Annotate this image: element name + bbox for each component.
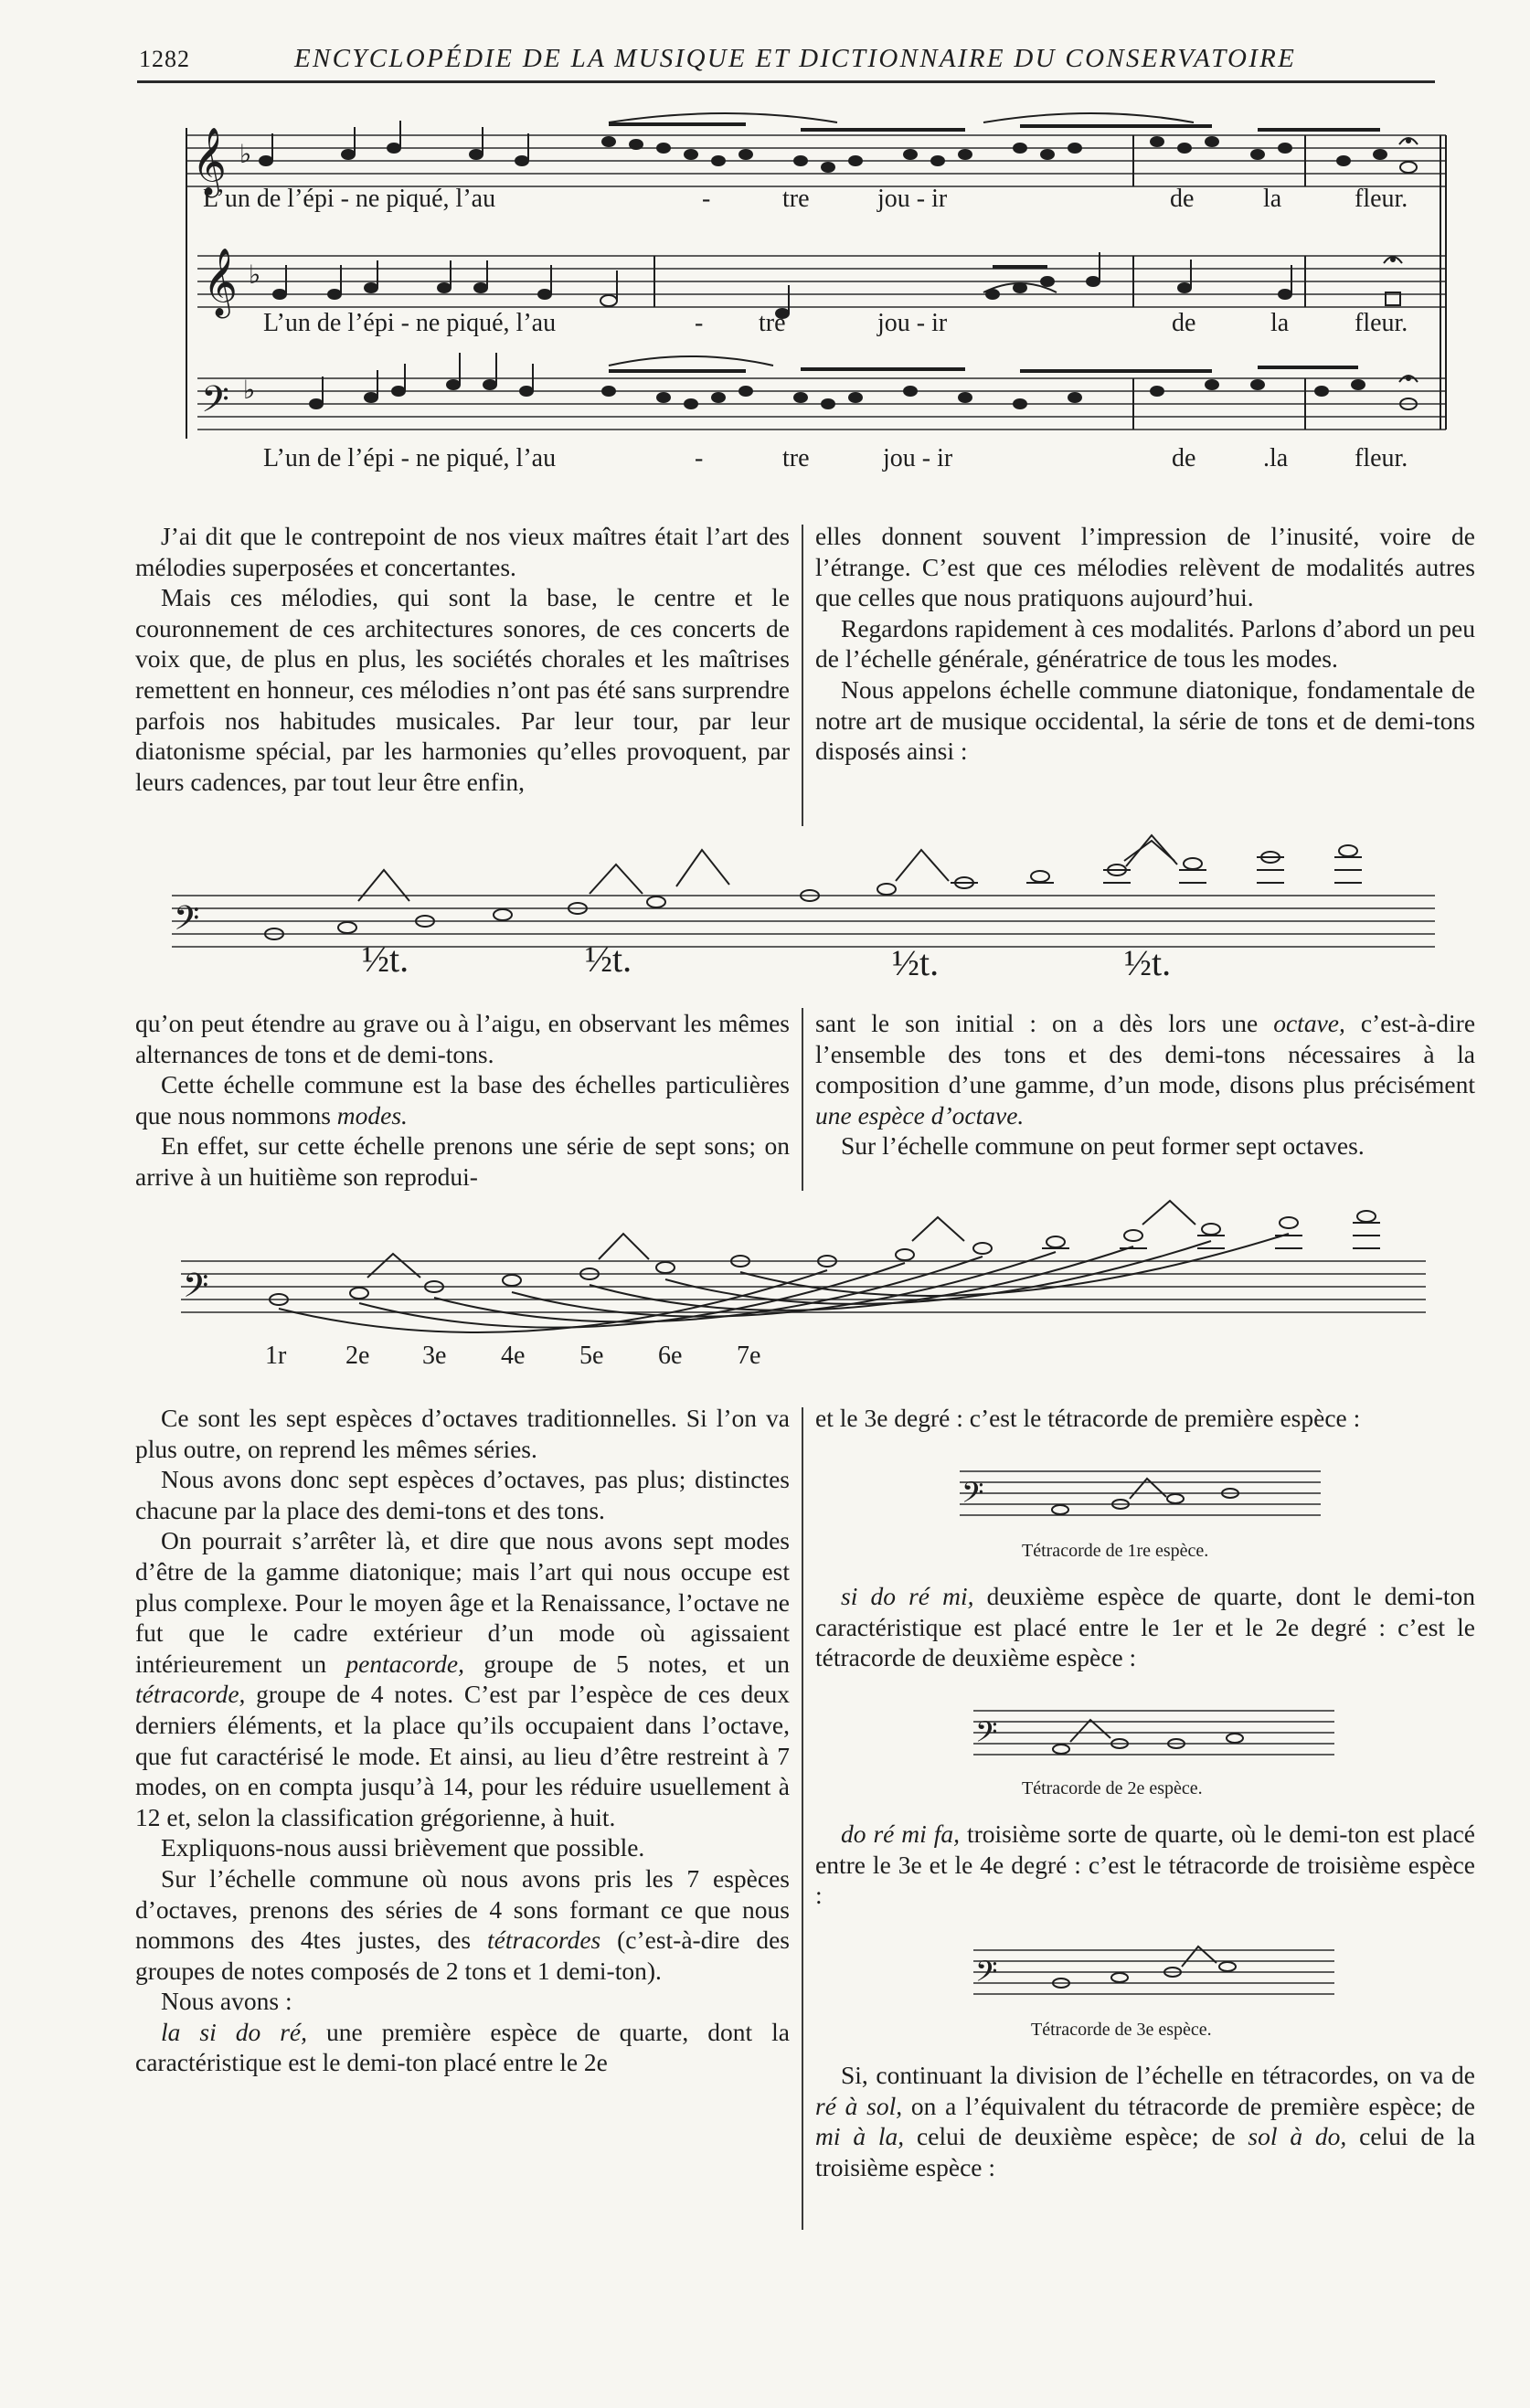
lyric-v1-e: de bbox=[1170, 185, 1195, 213]
italic-term: si do ré mi, bbox=[841, 1582, 974, 1610]
paragraph bbox=[815, 2060, 1475, 2182]
svg-text:♭: ♭ bbox=[239, 139, 252, 169]
text-run: groupe de 4 notes. C’est par l’espèce de ces deux derniers éléments, et la place qu’ils occupaient dans l’octave, que fut caractérisé le mode. Et ainsi, au lieu d’être restreint à 7 modes, on en compta jusqu’à 14, pour les réduire usuellement à 12 et, selon la classification grégorienne, à huit. bbox=[135, 1680, 790, 1831]
lyric-v2-f: la bbox=[1270, 309, 1290, 337]
header-rule bbox=[137, 80, 1435, 83]
column-divider bbox=[802, 1008, 803, 1191]
paragraph bbox=[135, 1069, 790, 1130]
paragraph bbox=[815, 1819, 1475, 1911]
text-run: on a l’équivalent du tétracorde de première espèce; de bbox=[910, 2091, 1476, 2120]
octave-label: 5e bbox=[579, 1342, 604, 1370]
lyric-v2-a: L’un de l’épi - ne piqué, l’au bbox=[263, 309, 557, 337]
text-run: c’est-à-dire l’ensemble des tons et des demi-tons nécessaires à la composition d’une gamme, d’un mode, disons plus précisément bbox=[815, 1009, 1476, 1099]
svg-text:♭: ♭ bbox=[249, 260, 261, 290]
tetrachord-3-caption: Tétracorde de 3e espèce. bbox=[1031, 2020, 1212, 2040]
section2-right-column bbox=[815, 1008, 1475, 1162]
text-run: sant le son initial : on a dès lors une bbox=[815, 1009, 1259, 1037]
half-tone-label: ½t. bbox=[362, 939, 409, 980]
bass-clef-icon: 𝄢 bbox=[975, 1955, 998, 1995]
half-tone-label: ½t. bbox=[1124, 942, 1172, 983]
text-run: On pourrait s’arrêter là, et dire que nous avons sept modes d’être de la gamme diatonique; mais l’art qui nous occupe est plus complexe. Pour le moyen âge et la Renaissance, l’octave ne fut que le cadre extérieur d’un mode où agissaient intérieurement un bbox=[135, 1526, 790, 1678]
text-run: deuxième espèce de quarte, dont le demi-ton caractéristique est placé entre le 1er et le 2e degré : c’est le tétracorde de deuxième espèce : bbox=[815, 1582, 1476, 1672]
paragraph: elles donnent souvent l’impression de l’inusité, voire de l’étrange. C’est que ces mélodies relèvent de modalités autres que celles que nous pratiquons aujourd’hui. bbox=[815, 522, 1475, 612]
text-run: Cette échelle commune est la base des échelles particulières que nous nommons bbox=[135, 1070, 790, 1130]
running-title: ENCYCLOPÉDIE DE LA MUSIQUE ET DICTIONNAIRE DU CONSERVATOIRE bbox=[294, 44, 1297, 73]
text-run: troisième sorte de quarte, où le demi-ton est placé entre le 3e et le 4e degré : c’est le tétracorde de troisième espèce : bbox=[815, 1819, 1475, 1910]
paragraph bbox=[135, 2017, 790, 2078]
octave-label: 2e bbox=[345, 1342, 370, 1370]
text-run: Sur l’échelle commune où nous avons pris les 7 espèces d’octaves, prenons des séries de 4 sons formant ce que nous nommons des 4tes justes, des bbox=[135, 1863, 790, 1955]
italic-term: la si do ré, bbox=[161, 2017, 308, 2046]
text-run: (c’est-à-dire des groupes de notes composés de 2 tons et 1 demi-ton). bbox=[135, 1925, 790, 1985]
lyric-v3-c: tre bbox=[782, 444, 810, 472]
italic-term: sol à do, bbox=[1248, 2122, 1347, 2151]
paragraph bbox=[135, 1863, 790, 1986]
lyric-v3-d: jou - ir bbox=[883, 444, 953, 472]
bass-clef-icon: 𝄢 bbox=[962, 1476, 984, 1516]
italic-term: ré à sol, bbox=[815, 2091, 903, 2120]
section3-right-p4 bbox=[815, 2060, 1475, 2182]
paragraph: et le 3e degré : c’est le tétracorde de première espèce : bbox=[815, 1404, 1361, 1432]
text-run: Si, continuant la division de l’échelle en tétracordes, on va de bbox=[841, 2061, 1475, 2089]
music-score bbox=[179, 110, 1459, 475]
octave-label: 6e bbox=[658, 1342, 683, 1370]
tetrachord-3-figure bbox=[973, 1941, 1339, 2014]
text-run: celui de deuxième espèce; de bbox=[917, 2122, 1236, 2151]
octave-label: 1r bbox=[265, 1342, 287, 1370]
section3-left-column bbox=[135, 1403, 790, 2078]
diatonic-scale-figure bbox=[165, 841, 1444, 996]
paragraph: J’ai dit que le contrepoint de nos vieux maîtres était l’art des mélodies superposées et concertantes. bbox=[135, 522, 790, 581]
text-run: celui de la troisième espèce : bbox=[815, 2122, 1476, 2181]
paragraph: Nous avons donc sept espèces d’octaves, pas plus; distinctes chacune par la place des demi-tons et des tons. bbox=[135, 1465, 790, 1524]
lyric-v2-c: tre bbox=[759, 309, 786, 337]
paragraph: Regardons rapidement à ces modalités. Parlons d’abord un peu de l’échelle générale, génératrice de tous les modes. bbox=[815, 613, 1475, 674]
bass-clef-icon: 𝄢 bbox=[174, 899, 200, 946]
lyric-v1-d: jou - ir bbox=[877, 185, 948, 213]
lyric-v3-e: de bbox=[1172, 444, 1196, 472]
italic-term: une espèce d’octave. bbox=[815, 1100, 1025, 1130]
lyric-v1-g: fleur. bbox=[1355, 185, 1408, 213]
half-tone-label: ½t. bbox=[585, 939, 632, 980]
staff-1 bbox=[186, 135, 1446, 186]
paragraph: qu’on peut étendre au grave ou à l’aigu, en observant les mêmes alternances de tons et de demi-tons. bbox=[135, 1009, 790, 1068]
paragraph: Nous appelons échelle commune diatonique, fondamentale de notre art de musique occidental, la série de tons et de demi-tons disposés ainsi : bbox=[815, 674, 1475, 766]
paragraph: Mais ces mélodies, qui sont la base, le centre et le couronnement de ces architectures sonores, de ces concerts de voix que, de plus en plus, les sociétés chorales et les maîtrises remettent en honneur, ces mélodies n’ont pas été sans surprendre parfois nos habitudes musicales. Par leur tour, par leur diatonisme spécial, par les harmonies qu’elles provoquent, par leurs cadences, par tout leur être enfin, bbox=[135, 583, 790, 796]
tetrachord-2-caption: Tétracorde de 2e espèce. bbox=[1022, 1778, 1203, 1798]
lyric-v2-b: - bbox=[695, 309, 704, 337]
italic-term: tétracordes bbox=[487, 1925, 601, 1955]
lyric-v3-g: fleur. bbox=[1355, 444, 1408, 472]
section3-right-p2 bbox=[815, 1581, 1475, 1673]
section3-right-p1 bbox=[815, 1403, 1475, 1434]
octave-label: 3e bbox=[422, 1342, 447, 1370]
staff-2 bbox=[197, 256, 1446, 307]
lyric-v1-f: la bbox=[1263, 185, 1282, 213]
lyric-v3-b: - bbox=[695, 444, 704, 472]
italic-term: modes. bbox=[336, 1100, 408, 1130]
lyric-v2-e: de bbox=[1172, 309, 1196, 337]
column-divider bbox=[802, 1407, 803, 2230]
text-run: une première espèce de quarte, dont la caractéristique est le demi-ton placé entre le 2e bbox=[135, 2017, 790, 2077]
bass-clef-icon: 𝄢 bbox=[975, 1715, 998, 1756]
svg-text:♭: ♭ bbox=[243, 375, 256, 405]
section1-left-column bbox=[135, 521, 790, 797]
treble-clef-icon: 𝄞 bbox=[203, 249, 238, 316]
paragraph bbox=[135, 1525, 790, 1832]
tetrachord-1-caption: Tétracorde de 1re espèce. bbox=[1022, 1541, 1209, 1561]
text-run: groupe de 5 notes, et un bbox=[483, 1649, 791, 1678]
bass-clef-icon: 𝄢 bbox=[201, 378, 229, 430]
half-tone-label: ½t. bbox=[892, 942, 940, 983]
italic-term: octave, bbox=[1273, 1009, 1345, 1037]
paragraph: En effet, sur cette échelle prenons une série de sept sons; on arrive à un huitième son reprodui- bbox=[135, 1131, 790, 1191]
octave-label: 4e bbox=[501, 1342, 526, 1370]
lyric-v1-c: tre bbox=[782, 185, 810, 213]
section1-right-column bbox=[815, 521, 1475, 767]
paragraph bbox=[815, 1581, 1475, 1673]
italic-term: tétracorde, bbox=[135, 1680, 246, 1709]
paragraph: Expliquons-nous aussi brièvement que possible. bbox=[161, 1833, 645, 1862]
italic-term: mi à la, bbox=[815, 2122, 905, 2151]
italic-term: pentacorde, bbox=[345, 1649, 464, 1678]
lyric-v2-g: fleur. bbox=[1355, 309, 1408, 337]
italic-term: do ré mi fa, bbox=[841, 1819, 960, 1848]
lyric-v3-f: .la bbox=[1263, 444, 1289, 472]
treble-clef-icon: 𝄞 bbox=[192, 128, 227, 196]
section2-left-column bbox=[135, 1008, 790, 1193]
tetrachord-1-figure bbox=[960, 1462, 1325, 1535]
page-number: 1282 bbox=[139, 46, 190, 72]
lyric-v1-b: - bbox=[702, 185, 711, 213]
bass-clef-icon: 𝄢 bbox=[183, 1267, 209, 1313]
paragraph: Sur l’échelle commune on peut former sept octaves. bbox=[841, 1131, 1365, 1161]
lyric-v3-a: L’un de l’épi - ne piqué, l’au bbox=[263, 444, 557, 472]
paragraph: Nous avons : bbox=[161, 1987, 292, 2016]
section3-right-p3 bbox=[815, 1819, 1475, 1911]
tetrachord-2-figure bbox=[973, 1702, 1339, 1775]
column-divider bbox=[802, 525, 803, 826]
lyric-v1-a: L’un de l’épi - ne piqué, l’au bbox=[203, 185, 496, 213]
octave-label: 7e bbox=[737, 1342, 761, 1370]
paragraph bbox=[815, 1008, 1475, 1130]
paragraph: Ce sont les sept espèces d’octaves traditionnelles. Si l’on va plus outre, on reprend les mêmes séries. bbox=[135, 1404, 790, 1463]
lyric-v2-d: jou - ir bbox=[877, 309, 948, 337]
